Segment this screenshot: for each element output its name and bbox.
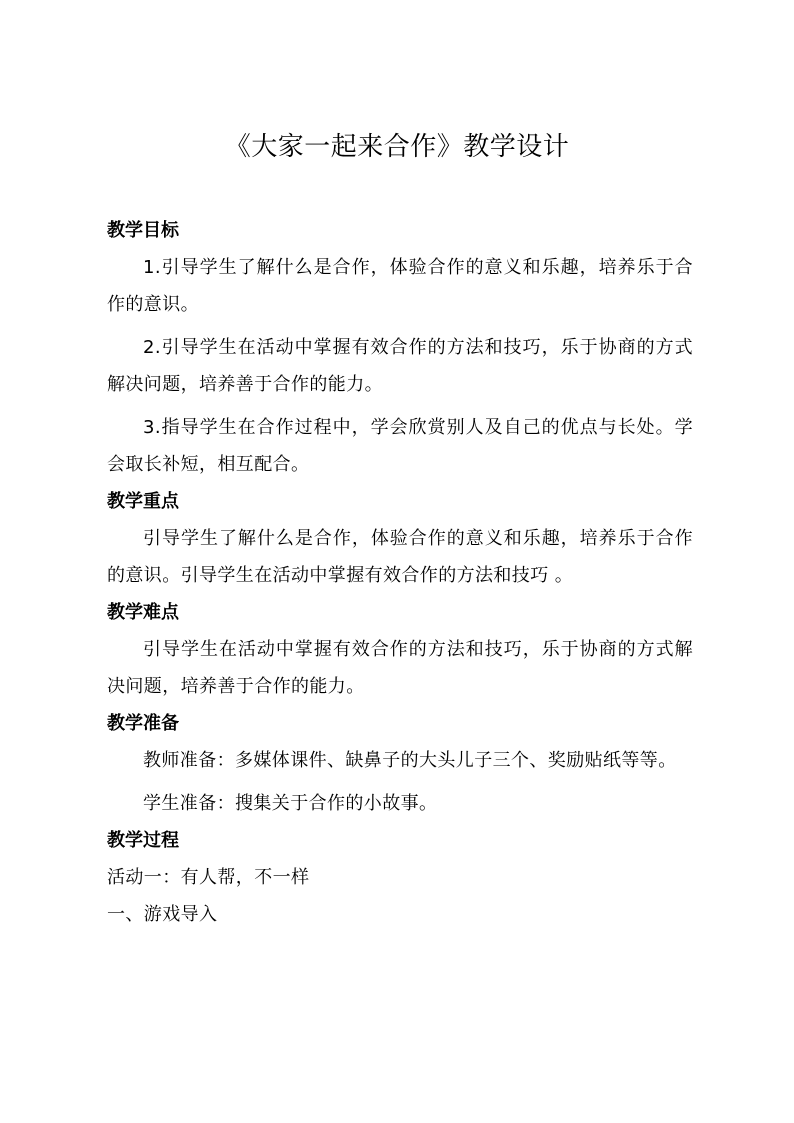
document-body [107, 212, 693, 933]
section-heading-difficulties: 教学难点 [107, 602, 179, 623]
section-heading-objectives: 教学目标 [107, 220, 179, 241]
section-heading-process: 教学过程 [107, 830, 179, 851]
activity-title: 活动一：有人帮，不一样 [107, 867, 310, 888]
objective-item: 3.指导学生在合作过程中，学会欣赏别人及自己的优点与长处。学会取长补短，相互配合。 [107, 417, 693, 475]
objective-item: 1.引导学生了解什么是合作，体验合作的意义和乐趣，培养乐于合作的意识。 [107, 257, 693, 315]
teacher-preparation-text: 教师准备：多媒体课件、缺鼻子的大头儿子三个、奖励贴纸等等。 [143, 750, 677, 771]
key-points-text: 引导学生了解什么是合作，体验合作的意义和乐趣，培养乐于合作的意识。引导学生在活动中掌握有效合作的方法和技巧 。 [107, 528, 693, 586]
step-title: 一、游戏导入 [107, 904, 218, 925]
section-heading-key-points: 教学重点 [107, 491, 179, 512]
difficulties-text: 引导学生在活动中掌握有效合作的方法和技巧，乐于协商的方式解决问题，培养善于合作的能力。 [107, 639, 693, 697]
document-title: 《大家一起来合作》教学设计 [224, 132, 570, 162]
objective-item: 2.引导学生在活动中掌握有效合作的方法和技巧，乐于协商的方式解决问题，培养善于合作的能力。 [107, 337, 693, 395]
student-preparation-text: 学生准备：搜集关于合作的小故事。 [143, 793, 438, 814]
section-heading-preparation: 教学准备 [107, 713, 179, 734]
